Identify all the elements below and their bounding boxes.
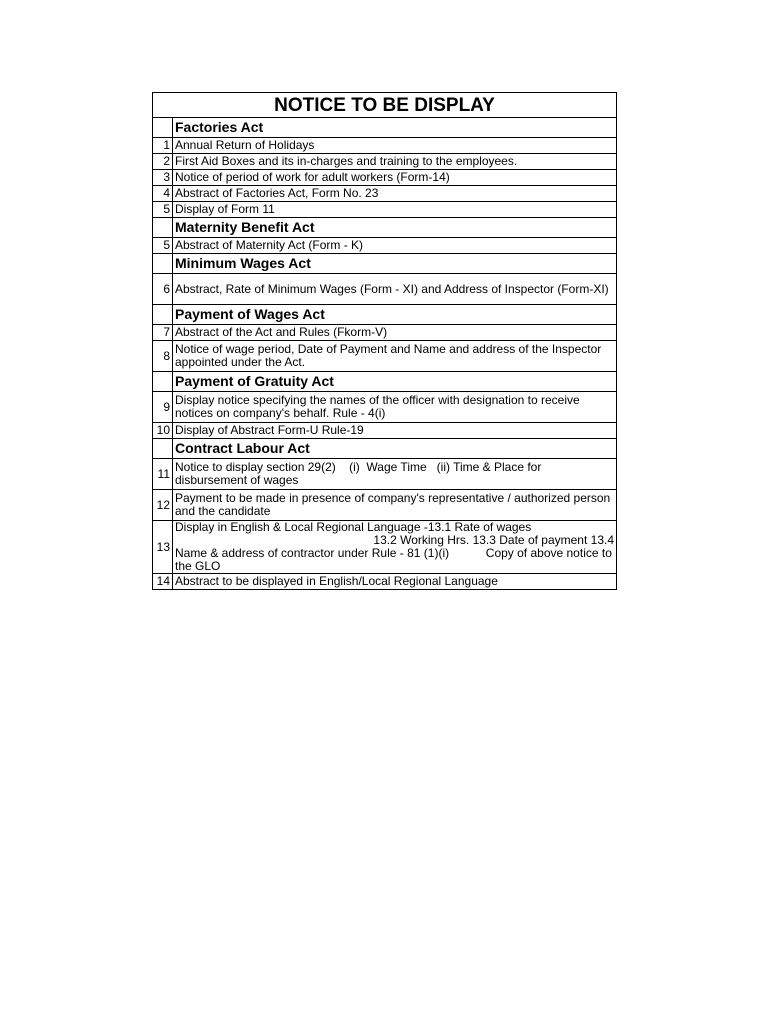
item-text: Display notice specifying the names of the officer with designation to receive notices on company's behalf. Rule - 4(i) xyxy=(173,392,617,423)
item-number: 12 xyxy=(153,490,173,521)
section-heading-payment-of-wages-act: Payment of Wages Act xyxy=(173,305,617,325)
item-text-line: Name & address of contractor under Rule - 81 (1)(i) Copy of above notice to the GLO xyxy=(175,546,616,573)
item-text-multiline xyxy=(173,521,617,574)
list-item xyxy=(153,325,617,341)
list-item xyxy=(153,574,617,590)
section-heading-factories-act: Factories Act xyxy=(173,118,617,138)
item-text: Notice to display section 29(2) (i) Wage Time (ii) Time & Place for disbursement of wages xyxy=(173,459,617,490)
item-text: Abstract, Rate of Minimum Wages (Form - XI) and Address of Inspector (Form-XI) xyxy=(173,274,617,305)
list-item xyxy=(153,459,617,490)
item-number: 4 xyxy=(153,186,173,202)
item-number: 5 xyxy=(153,202,173,218)
list-item xyxy=(153,423,617,439)
empty-num-cell xyxy=(153,218,173,238)
section-heading-maternity-benefit-act: Maternity Benefit Act xyxy=(173,218,617,238)
section-row xyxy=(153,372,617,392)
notice-sheet xyxy=(152,92,616,590)
notice-table xyxy=(152,92,617,590)
section-row xyxy=(153,218,617,238)
item-text: Abstract of Factories Act, Form No. 23 xyxy=(173,186,617,202)
item-number: 10 xyxy=(153,423,173,439)
empty-num-cell xyxy=(153,118,173,138)
title-row xyxy=(153,93,617,118)
section-row xyxy=(153,118,617,138)
item-number: 3 xyxy=(153,170,173,186)
list-item xyxy=(153,521,617,574)
section-row xyxy=(153,254,617,274)
item-number: 1 xyxy=(153,138,173,154)
empty-num-cell xyxy=(153,439,173,459)
item-text-line: Display in English & Local Regional Language -13.1 Rate of wages xyxy=(175,520,532,534)
list-item xyxy=(153,392,617,423)
list-item xyxy=(153,238,617,254)
list-item xyxy=(153,186,617,202)
item-number: 7 xyxy=(153,325,173,341)
list-item xyxy=(153,202,617,218)
item-number: 6 xyxy=(153,274,173,305)
item-number: 9 xyxy=(153,392,173,423)
item-text: First Aid Boxes and its in-charges and training to the employees. xyxy=(173,154,617,170)
item-text: Display of Abstract Form-U Rule-19 xyxy=(173,423,617,439)
item-number: 2 xyxy=(153,154,173,170)
section-row xyxy=(153,305,617,325)
list-item xyxy=(153,490,617,521)
item-text: Payment to be made in presence of company's representative / authorized person and the candidate xyxy=(173,490,617,521)
empty-num-cell xyxy=(153,372,173,392)
empty-num-cell xyxy=(153,254,173,274)
list-item xyxy=(153,154,617,170)
item-number: 11 xyxy=(153,459,173,490)
item-text: Notice of wage period, Date of Payment and Name and address of the Inspector appointed under the Act. xyxy=(173,341,617,372)
section-heading-minimum-wages-act: Minimum Wages Act xyxy=(173,254,617,274)
empty-num-cell xyxy=(153,305,173,325)
item-text: Notice of period of work for adult workers (Form-14) xyxy=(173,170,617,186)
section-heading-payment-of-gratuity-act: Payment of Gratuity Act xyxy=(173,372,617,392)
item-number: 5 xyxy=(153,238,173,254)
section-heading-contract-labour-act: Contract Labour Act xyxy=(173,439,617,459)
notice-title: NOTICE TO BE DISPLAY xyxy=(153,93,617,118)
item-text-line: 13.2 Working Hrs. 13.3 Date of payment 13.4 xyxy=(373,533,614,547)
section-row xyxy=(153,439,617,459)
list-item xyxy=(153,341,617,372)
item-number: 8 xyxy=(153,341,173,372)
item-text: Abstract to be displayed in English/Local Regional Language xyxy=(173,574,617,590)
list-item xyxy=(153,138,617,154)
item-number: 14 xyxy=(153,574,173,590)
item-text: Annual Return of Holidays xyxy=(173,138,617,154)
item-text: Display of Form 11 xyxy=(173,202,617,218)
list-item xyxy=(153,274,617,305)
list-item xyxy=(153,170,617,186)
item-number: 13 xyxy=(153,521,173,574)
item-text: Abstract of Maternity Act (Form - K) xyxy=(173,238,617,254)
item-text: Abstract of the Act and Rules (Fkorm-V) xyxy=(173,325,617,341)
